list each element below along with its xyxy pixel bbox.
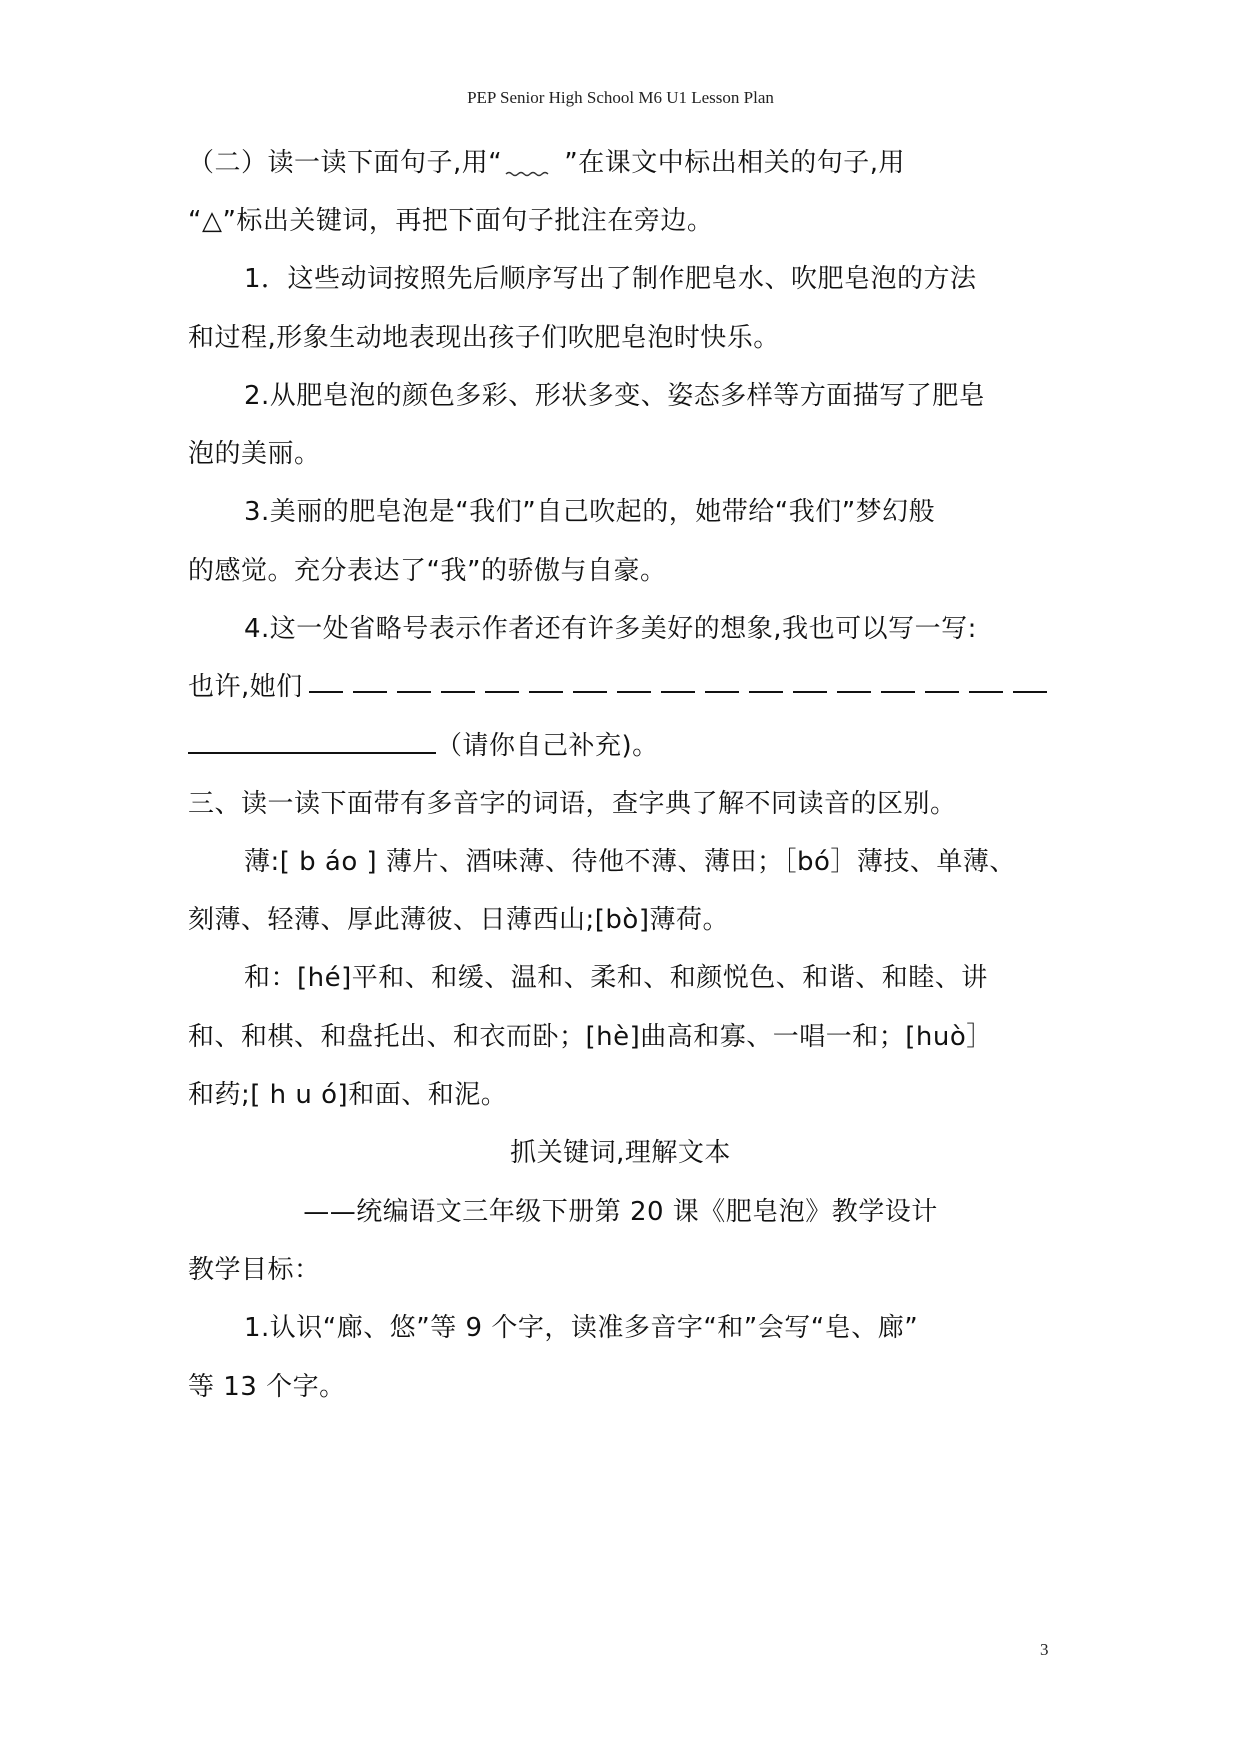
section2-heading-line2: “△”标出关键词，再把下面句子批注在旁边。 [188,206,714,236]
section2-heading-line1 [188,143,1060,183]
goal1-line2: 等 13 个字。 [188,1372,346,1402]
wavy-underline-mark [502,151,564,177]
fill-in-blank-line[interactable] [309,671,1047,695]
lesson-subtitle: ——统编语文三年级下册第 20 课《肥皂泡》教学设计 [303,1197,938,1227]
page-number: 3 [1040,1640,1049,1659]
goal1-line1: 1.认识“廊、悠”等 9 个字，读准多音字“和”会写“皂、廊” [244,1313,919,1343]
item4-suffix: （请你自己补充)。 [436,731,659,761]
item3-line2: 的感觉。充分表达了“我”的骄傲与自豪。 [188,556,667,586]
item1-line2: 和过程,形象生动地表现出孩子们吹肥皂泡时快乐。 [188,323,780,353]
item4-line3 [188,726,1060,766]
item4-line1: 4.这一处省略号表示作者还有许多美好的想象,我也可以写一写: [244,614,977,644]
item2-line2: 泡的美丽。 [188,439,321,469]
lesson-title: 抓关键词,理解文本 [510,1138,731,1168]
section2-heading-part-a: （二）读一读下面句子,用“ [188,148,503,178]
section3-heading: 三、读一读下面带有多音字的词语，查字典了解不同读音的区别。 [188,789,957,819]
section2-heading-part-b: ”在课文中标出相关的句子,用 [564,148,905,178]
he-line2: 和、和棋、和盘托出、和衣而卧；[hè]曲高和寡、一唱一和；[huò］ [188,1022,993,1052]
bao-line2: 刻薄、轻薄、厚此薄彼、日薄西山;[bò]薄荷。 [188,905,729,935]
item3-line1: 3.美丽的肥皂泡是“我们”自己吹起的，她带给“我们”梦幻般 [244,497,936,527]
he-line3: 和药;[ h u ó]和面、和泥。 [188,1080,508,1110]
item4-prefix: 也许,她们 [188,672,303,702]
page-header: PEP Senior High School M6 U1 Lesson Plan [467,88,774,107]
item4-line2 [188,667,1060,707]
item1-line1: 1．这些动词按照先后顺序写出了制作肥皂水、吹肥皂泡的方法 [244,264,977,294]
goals-heading: 教学目标： [188,1255,321,1285]
fill-in-blank-line-2[interactable] [188,728,436,754]
bao-line1: 薄:[ b áo ] 薄片、酒味薄、待他不薄、薄田；［bó］薄技、单薄、 [244,847,1016,877]
item2-line1: 2.从肥皂泡的颜色多彩、形状多变、姿态多样等方面描写了肥皂 [244,381,986,411]
he-line1: 和：[hé]平和、和缓、温和、柔和、和颜悦色、和谐、和睦、讲 [244,963,988,993]
